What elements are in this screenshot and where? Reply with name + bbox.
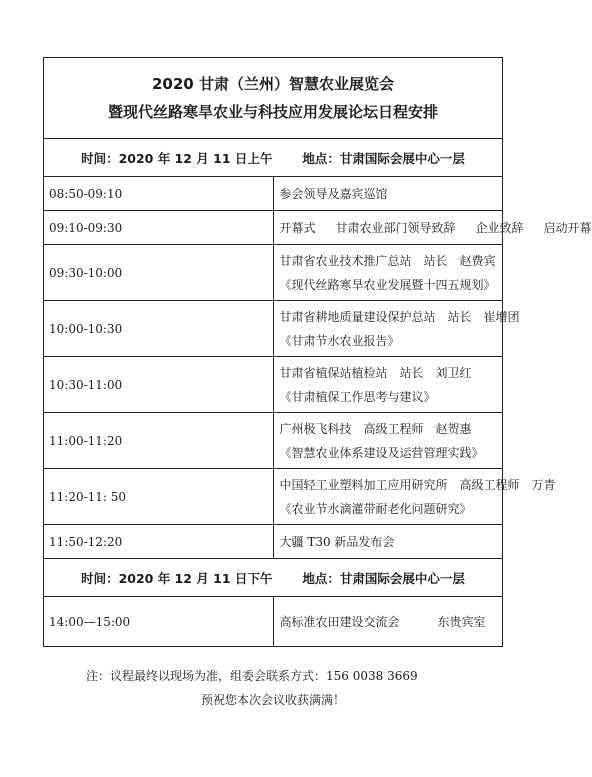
footer-notes bbox=[43, 664, 503, 712]
agenda-row bbox=[44, 177, 503, 211]
agenda-detail bbox=[273, 597, 503, 647]
agenda-item: 东贵宾室 bbox=[437, 614, 486, 629]
session-time: 时间：2020 年 12 月 11 日上午 bbox=[81, 150, 273, 166]
agenda-time: 10:30-11:00 bbox=[44, 357, 274, 413]
speaker-line: 广州极飞科技 高级工程师 赵贺惠 bbox=[279, 421, 472, 436]
title-line-1: 2020 甘肃（兰州）智慧农业展览会 bbox=[152, 75, 394, 93]
agenda-row bbox=[44, 413, 503, 469]
speaker-line: 中国轻工业塑料加工应用研究所 高级工程师 万青 bbox=[279, 477, 556, 492]
session-header-cell bbox=[44, 559, 503, 597]
agenda-sheet bbox=[43, 57, 592, 647]
talk-title: 《农业节水滴灌带耐老化问题研究》 bbox=[279, 501, 472, 516]
agenda-row bbox=[44, 469, 503, 525]
session-header-cell bbox=[44, 139, 503, 177]
session-place: 地点：甘肃国际会展中心一层 bbox=[302, 150, 465, 166]
talk-title: 《现代丝路寒旱农业发展暨十四五规划》 bbox=[279, 277, 496, 292]
agenda-detail bbox=[273, 301, 520, 357]
agenda-row bbox=[44, 525, 503, 559]
session-place: 地点：甘肃国际会展中心一层 bbox=[302, 570, 465, 586]
talk-title: 《甘肃植保工作思考与建议》 bbox=[279, 389, 436, 404]
agenda-detail bbox=[273, 211, 592, 245]
title-cell bbox=[44, 58, 503, 139]
agenda-item: 甘肃农业部门领导致辞 bbox=[335, 220, 456, 235]
speaker-line: 甘肃省植保站植检站 站长 刘卫红 bbox=[279, 365, 472, 380]
session-header-morning bbox=[44, 139, 503, 177]
agenda-time: 10:00-10:30 bbox=[44, 301, 274, 357]
agenda-row bbox=[44, 245, 503, 301]
agenda-detail bbox=[273, 357, 503, 413]
speaker-line: 甘肃省农业技术推广总站 站长 赵费宾 bbox=[279, 253, 496, 268]
agenda-detail bbox=[273, 469, 556, 525]
agenda-detail bbox=[273, 525, 503, 559]
agenda-line: 大疆 T30 新品发布会 bbox=[279, 534, 395, 549]
agenda-time: 11:20-11: 50 bbox=[44, 469, 274, 525]
title-row bbox=[44, 58, 503, 139]
agenda-row bbox=[44, 597, 503, 647]
agenda-table bbox=[43, 57, 592, 647]
agenda-row bbox=[44, 211, 503, 245]
agenda-row bbox=[44, 301, 503, 357]
session-time: 时间：2020 年 12 月 11 日下午 bbox=[81, 570, 273, 586]
agenda-row bbox=[44, 357, 503, 413]
contact-note: 注：议程最终以现场为准，组委会联系方式：156 0038 3669 bbox=[86, 669, 418, 683]
talk-title: 《甘肃节水农业报告》 bbox=[279, 333, 400, 348]
talk-title: 《智慧农业体系建设及运营管理实践》 bbox=[279, 445, 484, 460]
agenda-time: 09:30-10:00 bbox=[44, 245, 274, 301]
agenda-item: 企业致辞 bbox=[475, 220, 524, 235]
closing-note: 预祝您本次会议收获满满！ bbox=[200, 693, 345, 707]
agenda-item: 高标准农田建设交流会 bbox=[279, 614, 400, 629]
agenda-time: 11:00-11:20 bbox=[44, 413, 274, 469]
agenda-line bbox=[280, 610, 503, 634]
agenda-detail bbox=[273, 177, 503, 211]
agenda-detail bbox=[273, 413, 503, 469]
speaker-line: 甘肃省耕地质量建设保护总站 站长 崔增团 bbox=[279, 309, 520, 324]
session-header-afternoon bbox=[44, 559, 503, 597]
agenda-time: 09:10-09:30 bbox=[44, 211, 274, 245]
agenda-line bbox=[279, 216, 592, 240]
agenda-item: 启动开幕 bbox=[543, 220, 592, 235]
title-line-2: 暨现代丝路寒旱农业与科技应用发展论坛日程安排 bbox=[107, 103, 438, 121]
agenda-detail bbox=[273, 245, 503, 301]
agenda-line: 参会领导及嘉宾巡馆 bbox=[279, 186, 388, 201]
agenda-time: 11:50-12:20 bbox=[44, 525, 274, 559]
agenda-item: 开幕式 bbox=[279, 220, 316, 235]
agenda-time: 14:00—15:00 bbox=[44, 597, 274, 647]
agenda-time: 08:50-09:10 bbox=[44, 177, 274, 211]
